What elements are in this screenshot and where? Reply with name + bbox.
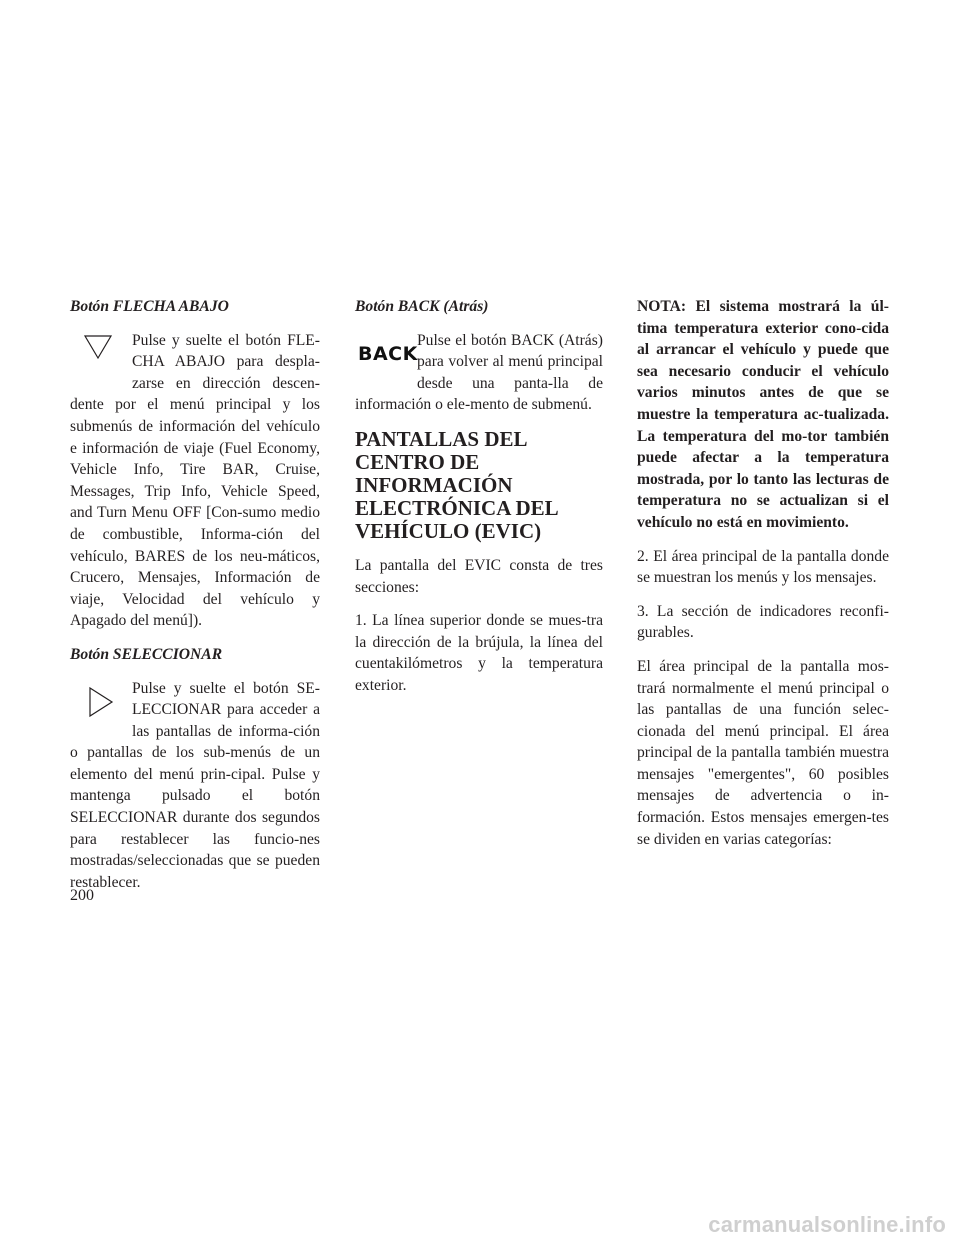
down-button-text: Pulse y suelte el botón FLE-CHA ABAJO para despla-zarse en dirección descen-dente por el menú principal y los submenús de información del vehículo e información de viaje (Fuel Economy, Vehicle Info, Tire BAR, Cruise, Messages, Trip Info, Vehicle Speed, and Turn Menu OFF [Con-sumo medio de combustible, Informa-ción del vehículo, BARES de los neu-máticos, Crucero, Mensajes, Información de viaje, Velocidad del vehículo y Apagado del menú]).: [70, 331, 320, 630]
select-button-heading: Botón SELECCIONAR: [70, 645, 223, 663]
right-arrow-icon: [70, 678, 132, 738]
list-item-3: 3. La sección de indicadores reconfi-gurables.: [637, 602, 889, 642]
column-1: [70, 296, 320, 905]
down-arrow-icon: [70, 330, 132, 390]
evic-intro: La pantalla del EVIC consta de tres secciones:: [355, 556, 603, 596]
list-item-1: 1. La línea superior donde se mues-tra la dirección de la brújula, la línea del cuentakilómetros y la temperatura exterior.: [355, 612, 603, 694]
column-3: [637, 296, 889, 862]
note-text: NOTA: El sistema mostrará la úl-tima temperatura exterior cono-cida al arrancar el vehículo y puede que sea necesario conducir el vehículo varios minutos antes de que se muestre la temperatura ac-tualizada. La temperatura del mo-tor también puede afectar a la temperatura mostrada, por lo tanto las lecturas de temperatura no se actualizan si el vehículo no está en movimiento.: [637, 298, 889, 531]
select-button-text: Pulse y suelte el botón SE-LECCIONAR para acceder a las pantallas de informa-ción o pantallas de los sub-menús de un elemento del menú prin-cipal. Pulse y mantenga pulsado el botón SELECCIONAR durante dos segundos para restablecer las funcio-nes mostradas/seleccionadas que se pueden restablecer.: [70, 679, 320, 891]
page-number: 200: [70, 887, 94, 904]
down-button-heading: Botón FLECHA ABAJO: [70, 298, 229, 315]
back-button-text: Pulse el botón BACK (Atrás) para volver al menú principal desde una panta-lla de información o ele-mento de submenú.: [355, 331, 603, 414]
main-area-text: El área principal de la pantalla mos-trará normalmente el menú principal o las pantallas de una función selec-cionada del menú principal. El área principal de la pantalla también muestra mensajes "emergentes", 60 posibles mensajes de advertencia o in-formación. Estos mensajes emergen-tes se dividen en varias categorías:: [637, 657, 889, 848]
section-title: PANTALLAS DEL CENTRO DE INFORMACIÓN ELECTRÓNICA DEL VEHÍCULO (EVIC): [355, 426, 558, 543]
column-2: [355, 296, 603, 709]
watermark: carmanualsonline.info: [708, 1212, 946, 1237]
back-icon-label: BACK: [358, 342, 418, 365]
back-icon: [355, 330, 417, 392]
list-item-2: 2. El área principal de la pantalla donde se muestran los menús y los mensajes.: [637, 547, 889, 587]
back-button-heading: Botón BACK (Atrás): [355, 298, 489, 315]
